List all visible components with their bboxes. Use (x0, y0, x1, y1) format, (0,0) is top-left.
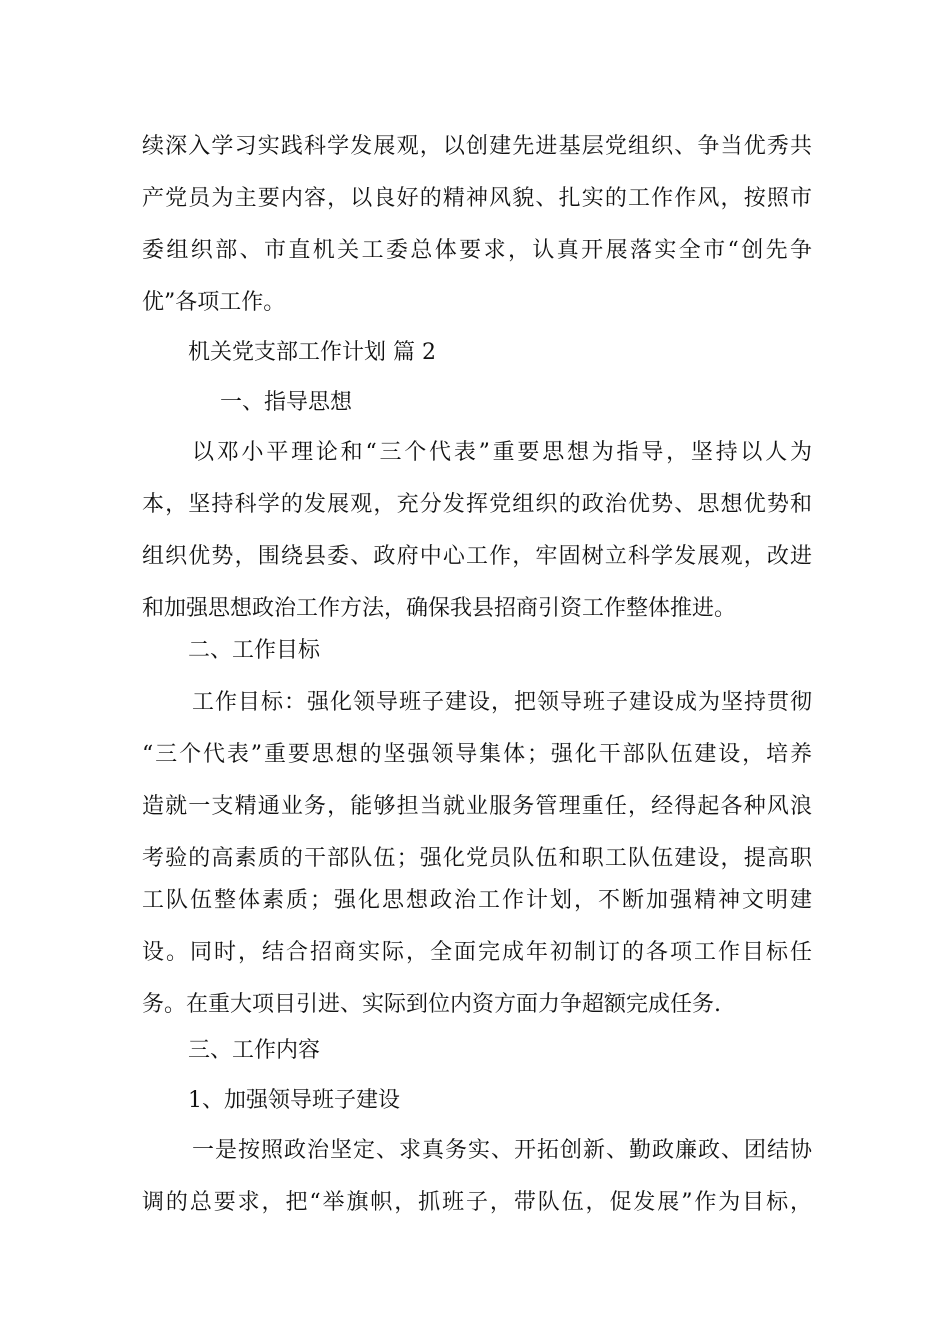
paragraph-line: 本，坚持科学的发展观，充分发挥党组织的政治优势、思想优势和 (142, 492, 812, 517)
heading-guiding-thought: 一、指导思想 (220, 390, 353, 415)
paragraph-line: 造就一支精通业务，能够担当就业服务管理重任，经得起各种风浪 (142, 794, 812, 819)
paragraph-line: 组织优势，围绕县委、政府中心工作，牢固树立科学发展观，改进 (142, 544, 812, 569)
paragraph-line: 产党员为主要内容，以良好的精神风貌、扎实的工作作风，按照市 (142, 186, 812, 211)
paragraph-line: 工队伍整体素质；强化思想政治工作计划，不断加强精神文明建 (142, 888, 812, 913)
paragraph-line: 设。同时，结合招商实际，全面完成年初制订的各项工作目标任 (142, 940, 812, 965)
paragraph-line: 和加强思想政治工作方法，确保我县招商引资工作整体推进。 (142, 596, 737, 621)
paragraph-line: 考验的高素质的干部队伍；强化党员队伍和职工队伍建设，提高职 (142, 846, 812, 871)
paragraph-line: 优”各项工作。 (142, 290, 286, 315)
paragraph-line: “三个代表”重要思想的坚强领导集体；强化干部队伍建设，培养 (142, 742, 812, 767)
paragraph-line: 一是按照政治坚定、求真务实、开拓创新、勤政廉政、团结协 (192, 1138, 812, 1163)
paragraph-line: 务。在重大项目引进、实际到位内资方面力争超额完成任务. (142, 992, 721, 1017)
paragraph-line: 委组织部、市直机关工委总体要求，认真开展落实全市“创先争 (142, 238, 812, 263)
heading-work-goals: 二、工作目标 (188, 638, 321, 663)
paragraph-line: 以邓小平理论和“三个代表”重要思想为指导，坚持以人为 (192, 440, 812, 465)
paragraph-line: 调的总要求，把“举旗帜，抓班子，带队伍，促发展”作为目标， (142, 1190, 812, 1215)
paragraph-line: 续深入学习实践科学发展观，以创建先进基层党组织、争当优秀共 (142, 134, 812, 159)
subheading-leadership: 1、加强领导班子建设 (188, 1088, 400, 1113)
paragraph-line: 工作目标：强化领导班子建设，把领导班子建设成为坚持贯彻 (192, 690, 812, 715)
heading-work-content: 三、工作内容 (188, 1038, 321, 1063)
section-title: 机关党支部工作计划 篇 2 (188, 340, 436, 365)
